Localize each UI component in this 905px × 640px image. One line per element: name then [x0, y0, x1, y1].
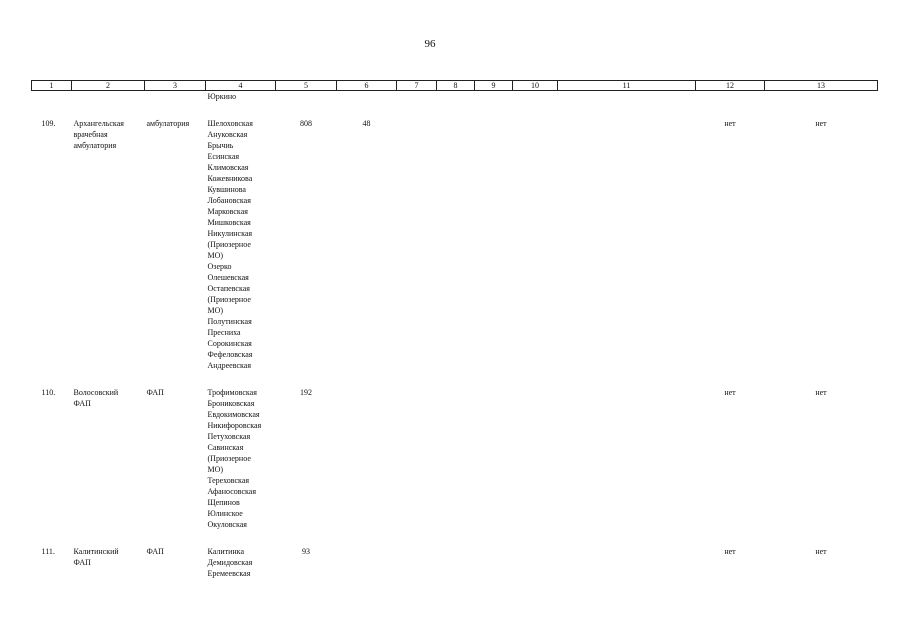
- column-header: 2: [72, 81, 145, 91]
- settlement-item: Никулинская: [207, 229, 253, 238]
- facility-name-line: Архангельская: [73, 119, 124, 128]
- settlement-item: Пресниха: [207, 328, 241, 337]
- settlement-item: Остапевская: [207, 284, 250, 293]
- settlement-item: Еремеевская: [207, 569, 251, 578]
- settlement-item: (Приозерное: [207, 295, 251, 304]
- settlement-item: Полутинская: [207, 317, 252, 326]
- settlement-list: [206, 118, 276, 371]
- column-header: 5: [276, 81, 337, 91]
- row-number: 111.: [41, 547, 55, 556]
- settlement-item: Ануковская: [207, 130, 248, 139]
- facility-name: [72, 546, 145, 579]
- settlement-item: Демидовская: [207, 558, 253, 567]
- column-header: 1: [32, 81, 72, 91]
- settlement-item: (Приозерное: [207, 454, 251, 463]
- facility-type: ФАП: [146, 547, 164, 556]
- column-12-value: нет: [724, 388, 736, 397]
- settlement-item: Афаносовская: [207, 487, 257, 496]
- column-12-value: нет: [724, 547, 736, 556]
- settlement-item: Петуховская: [207, 432, 251, 441]
- column-header: 10: [513, 81, 558, 91]
- facility-name-line: Калитинский: [73, 547, 119, 556]
- facility-name-line: ФАП: [73, 399, 91, 408]
- facilities-table: [31, 80, 878, 579]
- settlement-item: (Приозерное: [207, 240, 251, 249]
- settlement-item: МО): [207, 251, 224, 260]
- settlement-item: Лобановская: [207, 196, 251, 205]
- settlement-item: Фефеловская: [207, 350, 253, 359]
- table-row: [32, 387, 878, 530]
- facility-type: амбулатория: [146, 119, 190, 128]
- column-12-value: нет: [724, 119, 736, 128]
- table-row: [32, 118, 878, 371]
- settlement-item: Брониковская: [207, 399, 255, 408]
- settlement-item: Трофимовская: [207, 388, 257, 397]
- facility-name-line: ФАП: [73, 558, 91, 567]
- settlement-item: МО): [207, 465, 224, 474]
- settlement-item: Есинская: [207, 152, 240, 161]
- settlement-item: Кожевникова: [207, 174, 253, 183]
- column-6-value: [337, 387, 397, 530]
- settlement-item: Шелоховская: [207, 119, 253, 128]
- facility-name-line: амбулатория: [73, 141, 117, 150]
- settlement-item: Евдокимовская: [207, 410, 260, 419]
- population-value: 808: [300, 119, 312, 128]
- column-13-value: нет: [815, 388, 827, 397]
- settlement-item: МО): [207, 306, 224, 315]
- settlement-item: Марковская: [207, 207, 248, 216]
- column-number-header: [32, 81, 878, 91]
- column-13-value: нет: [815, 119, 827, 128]
- settlement-list: [206, 546, 276, 579]
- continuation-row: [32, 91, 878, 103]
- column-6-value: [337, 546, 397, 579]
- settlement-item: Андреевская: [207, 361, 252, 370]
- column-13-value: нет: [815, 547, 827, 556]
- settlement-item: Окуловская: [207, 520, 247, 529]
- column-header: 12: [696, 81, 765, 91]
- settlement-item: Климовская: [207, 163, 249, 172]
- settlement-item: Савинская: [207, 443, 244, 452]
- facility-type: ФАП: [146, 388, 164, 397]
- column-header: 6: [337, 81, 397, 91]
- facility-name: [72, 387, 145, 530]
- settlement-item: Брычиь: [207, 141, 234, 150]
- column-header: 11: [558, 81, 696, 91]
- column-header: 9: [475, 81, 513, 91]
- page-number: 96: [424, 38, 436, 50]
- continued-settlement: Юркино: [207, 92, 237, 101]
- population-value: 192: [300, 388, 312, 397]
- settlement-item: Кувшинова: [207, 185, 246, 194]
- column-header: 4: [206, 81, 276, 91]
- column-header: 13: [765, 81, 878, 91]
- settlement-item: Олешевская: [207, 273, 249, 282]
- row-number: 109.: [41, 119, 56, 128]
- settlement-item: Калитинка: [207, 547, 244, 556]
- column-header: 8: [437, 81, 475, 91]
- settlement-item: Мишковская: [207, 218, 251, 227]
- settlement-item: Щепинов: [207, 498, 240, 507]
- settlement-item: Никифоровская: [207, 421, 262, 430]
- facility-name: [72, 118, 145, 371]
- column-header: 3: [145, 81, 206, 91]
- settlement-item: Тереховская: [207, 476, 250, 485]
- settlement-list: [206, 387, 276, 530]
- settlement-item: Сорокинская: [207, 339, 252, 348]
- table-row: [32, 546, 878, 579]
- column-header: 7: [397, 81, 437, 91]
- column-6-value: 48: [362, 119, 371, 128]
- facility-name-line: Волосовский: [73, 388, 119, 397]
- settlement-item: Юлинское: [207, 509, 243, 518]
- facility-name-line: врачебная: [73, 130, 108, 139]
- settlement-item: Озерко: [207, 262, 232, 271]
- row-number: 110.: [41, 388, 56, 397]
- population-value: 93: [302, 547, 310, 556]
